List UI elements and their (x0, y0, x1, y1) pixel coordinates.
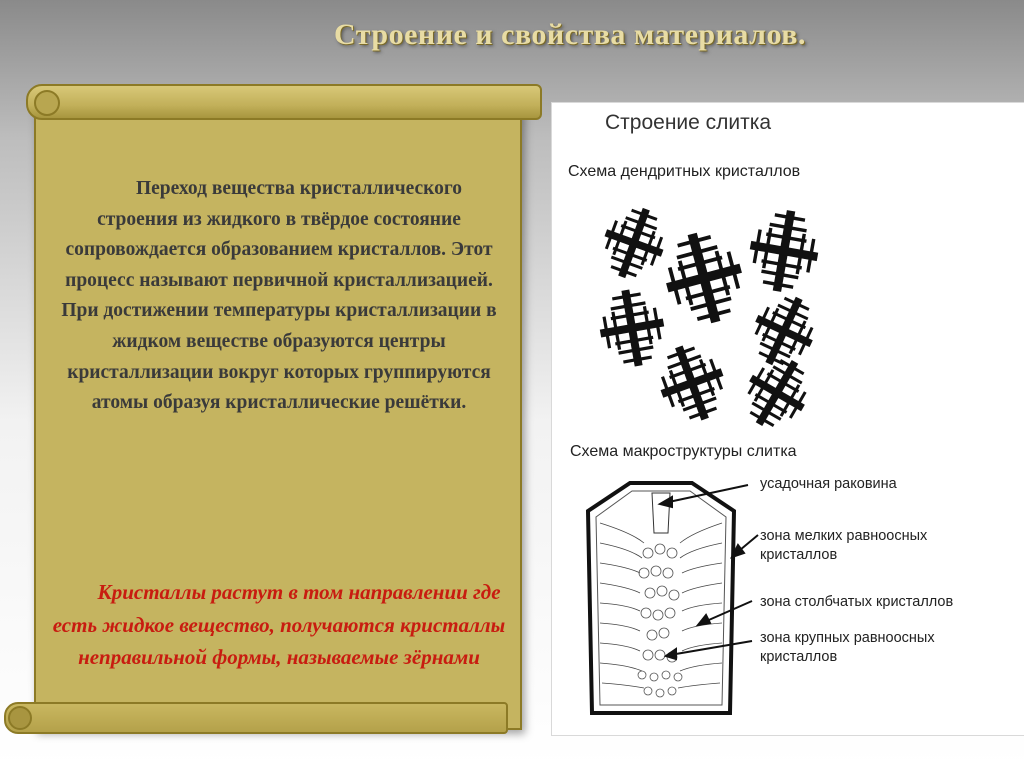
paragraph-crystallization: Переход вещества кристаллического строения из жидкого в твёрдое состояние сопровождается образованием кристаллов. Этот процесс называют первичной кристаллизацией. При достижении температуры кристаллизации в жидком веществе образуются центры кристаллизации вокруг которых группируются атомы образуя кристаллические решётки. (61, 178, 497, 414)
label-fine-zone-1: зона мелких равноосных (760, 528, 928, 544)
label-fine-zone-2: кристаллов (760, 547, 838, 563)
dendrite-crystals (593, 199, 826, 439)
ingot-macrostructure (588, 483, 734, 713)
macro-caption: Схема макроструктуры слитка (570, 443, 797, 460)
scroll-top-roll (26, 84, 542, 120)
label-coarse-zone-2: кристаллов (760, 649, 838, 665)
label-shrinkage: усадочная раковина (760, 476, 897, 492)
ingot-structure-figure (551, 102, 1024, 736)
scroll-bottom-roll (4, 702, 508, 734)
scroll-panel (26, 84, 540, 744)
scroll-curl-icon (34, 90, 60, 116)
paragraph-grains: Кристаллы растут в том направлении где есть жидкое вещество, получаются кристаллы неправильной формы, называемые зёрнами (52, 580, 506, 669)
dendrite-caption: Схема дендритных кристаллов (568, 163, 801, 180)
figure-title: Строение слитка (605, 111, 772, 134)
slide-title: Строение и свойства материалов. (334, 18, 806, 51)
label-columnar-zone: зона столбчатых кристаллов (760, 594, 954, 610)
label-coarse-zone-1: зона крупных равноосных (760, 630, 935, 646)
scroll-body (34, 106, 522, 730)
scroll-curl-icon (8, 706, 32, 730)
